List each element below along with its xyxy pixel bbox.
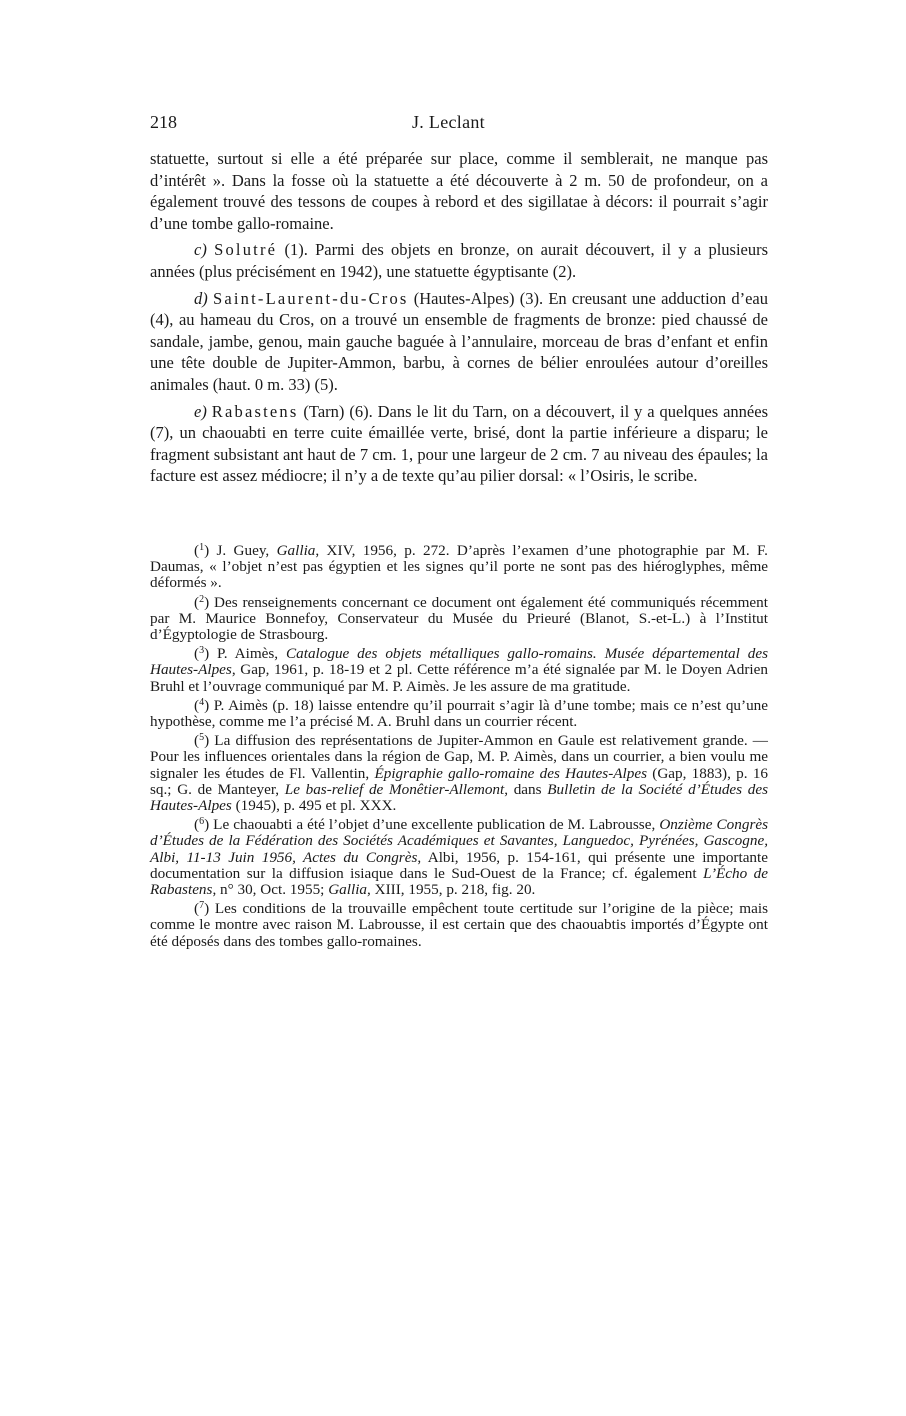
paragraph-text: . bbox=[333, 374, 338, 394]
item-letter: d) bbox=[194, 288, 208, 308]
footnote-ref: (3) bbox=[519, 288, 540, 308]
footnote-number: 4 bbox=[199, 696, 205, 708]
footnote-7: ($^7$) Les conditions de la trouvaille empêchent toute certitude sur l’origine de la pièce; mais comme le montre avec raison M. Labrousse, il est certain que des chaouabtis importés d’Égypte ont été déposés dans des tombes gallo-romaines. bbox=[150, 900, 768, 950]
footnote-title: Catalogue des objets métalliques gallo-romains. Musée départemental des Hautes-Alpes bbox=[150, 645, 769, 679]
paragraph-text: . Parmi des objets en bronze, on aurait découvert, il y a plusieurs années (plus précisément en 1942), une statuette égyptisante bbox=[150, 240, 769, 281]
paragraph-solutre bbox=[150, 239, 768, 282]
paragraph-text: , un chaouabti en terre cuite émaillée verte, brisé, dont la partie inférieure a disparu; le fragment subsistant ant haut de 7 cm. 1, pour une largeur de 2 cm. 7 au niveau des épaules; la facture est assez médiocre; il n’y a de texte qu’au pilier dorsal: « l’Osiris, le scribe. bbox=[150, 423, 768, 486]
footnote-number: 5 bbox=[199, 732, 205, 744]
footnote-number: 3 bbox=[199, 645, 205, 657]
footnote-3: ($^3$) P. Aimès, Catalogue des objets métalliques gallo-romains. Musée départemental des Hautes-Alpes, Gap, 1961, p. 18-19 et 2 pl. Cette référence m’a été signalée par M. le Doyen Adrien Bruhl et l’ouvrage communiqué par M. P. Aimès. Je les assure de ma gratitude. bbox=[150, 645, 769, 695]
footnote-text: , XIV, 1956, p. 272. D’après l’examen d’une photographie par M. F. Daumas, « l’objet n’est pas égyptien et les signes qu’il porte ne sont pas des hiéroglyphes, même déformés ». bbox=[150, 541, 768, 592]
footnote-title: Bulletin de la Société d’Études des Hautes-Alpes bbox=[150, 780, 768, 814]
footnote-6: ($^6$) Le chaouabti a été l’objet d’une excellente publication de M. Labrousse, Onzième Congrès d’Études de la Fédération des Sociétés Académiques et Savantes, Languedoc, Pyrénées, Gascogne, Albi, 11-13 Juin 1956, Actes du Congrès, Albi, 1956, p. 154-161, qui présente une importante documentation sur la diffusion isiaque dans le Sud-Ouest de la France; cf. également L’Écho de Rabastens, n° 30, Oct. 1955; Gallia, XIII, 1955, p. 218, fig. 20. bbox=[150, 816, 769, 898]
footnote-title: Épigraphie gallo-romaine des Hautes-Alpes bbox=[374, 764, 647, 782]
paragraph-text: , au hameau du Cros, on a trouvé un ensemble de fragments de bronze: pied chaussé de sandale, jambe, genou, main gauche baguée à l’annulaire, morceau de bras d’enfant et enfin une tête double de Jupiter-Ammon, barbu, à cornes de bélier enroulées autour d’oreilles animales (haut. 0 m. 33) bbox=[150, 310, 768, 394]
footnote-title: Gallia bbox=[276, 541, 316, 559]
paragraph-text: . Dans le lit du Tarn, on a découvert, il y a quelques années bbox=[368, 401, 769, 421]
footnote-text: La diffusion des représentations de Jupiter-Ammon en Gaule est relativement grande. — Pour les influences orientales dans la région de Gap, M. P. Aimès, dans un courrier, a bien voulu me signaler les études de Fl. Vallentin, bbox=[150, 732, 768, 782]
footnote-number: 6 bbox=[199, 816, 205, 828]
running-title: J. Leclant bbox=[412, 112, 485, 132]
footnote-text: (Gap, 1883), p. 16 sq.; G. de Manteyer, bbox=[150, 764, 769, 798]
running-header bbox=[150, 112, 768, 142]
footnote-1: ($^1$) J. Guey, Gallia, XIV, 1956, p. 272. D’après l’examen d’une photographie par M. F. Daumas, « l’objet n’est pas égyptien et les signes qu’il porte ne sont pas des hiéroglyphes, même déformés ». bbox=[150, 541, 768, 592]
footnote-text: , XIII, 1955, p. 218, fig. 20. bbox=[367, 880, 536, 898]
footnote-title: L’Écho de Rabastens bbox=[150, 864, 768, 898]
footnote-title: Onzième Congrès d’Études de la Fédération des Sociétés Académiques et Savantes, Languedoc, Pyrénées, Gascogne, Albi, 11-13 Juin 1956, Actes du Congrès bbox=[150, 816, 769, 866]
footnote-text: J. Guey, bbox=[209, 541, 277, 559]
paragraph-text: (Hautes-Alpes) bbox=[408, 288, 520, 308]
page-number: 218 bbox=[150, 112, 177, 132]
footnote-text: , Albi, 1956, p. 154-161, qui présente une importante documentation sur la diffusion isiaque dans le Sud-Ouest de la France; cf. également bbox=[150, 848, 768, 882]
footnote-text: P. Aimès (p. 18) laisse entendre qu’il pourrait s’agir là d’une tombe; mais ce n’est qu’une hypothèse, comme me l’a précisé M. A. Bruhl dans un courrier récent. bbox=[150, 696, 768, 730]
paragraph-rabastens bbox=[150, 401, 768, 487]
footnotes bbox=[150, 543, 768, 950]
footnote-number: 2 bbox=[199, 593, 205, 605]
footnote-4: ($^4$) P. Aimès (p. 18) laisse entendre qu’il pourrait s’agir là d’une tombe; mais ce n’est qu’une hypothèse, comme me l’a précisé M. A. Bruhl dans un courrier récent. bbox=[150, 696, 768, 730]
footnote-text: Des renseignements concernant ce document ont également été communiqués récemment par M. Maurice Bonnefoy, Conservateur du Musée du Prieuré (Blanot, S.-et-L.) à l’Institut d’Égyptologie de Strasbourg. bbox=[150, 593, 768, 643]
footnote-text: Les conditions de la trouvaille empêchent toute certitude sur l’origine de la pièce; mais comme le montre avec raison M. Labrousse, il est certain que des chaouabtis importés d’Égypte ont été déposés dans des tombes gallo-romaines. bbox=[150, 900, 768, 950]
footnote-number: 7 bbox=[199, 900, 205, 912]
footnote-5: ($^5$) La diffusion des représentations de Jupiter-Ammon en Gaule est relativement grande. — Pour les influences orientales dans la région de Gap, M. P. Aimès, dans un courrier, a bien voulu me signaler les études de Fl. Vallentin, Épigraphie gallo-romaine des Hautes-Alpes (Gap, 1883), p. 16 sq.; G. de Manteyer, Le bas-relief de Monêtier-Allemont, dans Bulletin de la Société d’Études des Hautes-Alpes (1945), p. 495 et pl. XXX. bbox=[150, 732, 769, 814]
footnote-text: , dans bbox=[504, 780, 548, 798]
footnote-text: P. Aimès, bbox=[209, 645, 286, 663]
paragraph-text: . En creusant une adduction d’eau bbox=[539, 288, 769, 308]
paragraph-text: . bbox=[572, 261, 577, 281]
footnote-ref: (1) bbox=[284, 240, 304, 260]
footnote-ref: (4) bbox=[150, 310, 170, 330]
paragraph-continued: statuette, surtout si elle a été préparée sur place, comme il semblerait, ne manque pas d’intérêt ». Dans la fosse où la statuette a été découverte à 2 m. 50 de profondeur, on a également trouvé des tessons de coupes à rebord et des sigillatae à décors: il pourrait s’agir d’une tombe gallo-romaine. bbox=[150, 149, 768, 233]
footnote-title: Gallia bbox=[328, 880, 368, 898]
place-name: Rabastens bbox=[211, 401, 299, 421]
footnote-2: ($^2$) Des renseignements concernant ce document ont également été communiqués récemment par M. Maurice Bonnefoy, Conservateur du Musée du Prieuré (Blanot, S.-et-L.) à l’Institut d’Égyptologie de Strasbourg. bbox=[150, 593, 768, 643]
footnote-title: Le bas-relief de Monêtier-Allemont bbox=[284, 780, 505, 798]
footnote-ref: (6) bbox=[349, 401, 369, 421]
paragraph-text: (Tarn) bbox=[298, 401, 350, 421]
place-name: Solutré bbox=[214, 240, 278, 260]
footnote-ref: (5) bbox=[314, 374, 334, 394]
place-name: Saint-Laurent-du-Cros bbox=[212, 288, 409, 308]
footnote-text: , n° 30, Oct. 1955; bbox=[212, 880, 329, 898]
footnote-ref: (7) bbox=[150, 423, 170, 443]
footnote-number: 1 bbox=[199, 541, 205, 553]
footnote-ref: (2) bbox=[552, 261, 572, 281]
footnote-text: Le chaouabti a été l’objet d’une excellente publication de M. Labrousse, bbox=[209, 816, 660, 834]
item-letter: c) bbox=[194, 240, 207, 260]
footnote-text: , Gap, 1961, p. 18-19 et 2 pl. Cette référence m’a été signalée par M. le Doyen Adrien Bruhl et l’ouvrage communiqué par M. P. Aimès. Je les assure de ma gratitude. bbox=[150, 661, 768, 695]
item-letter: e) bbox=[194, 401, 207, 421]
paragraph-saint-laurent bbox=[150, 288, 768, 396]
page bbox=[150, 112, 768, 953]
main-text bbox=[150, 148, 768, 487]
footnote-text: (1945), p. 495 et pl. XXX. bbox=[231, 796, 397, 814]
